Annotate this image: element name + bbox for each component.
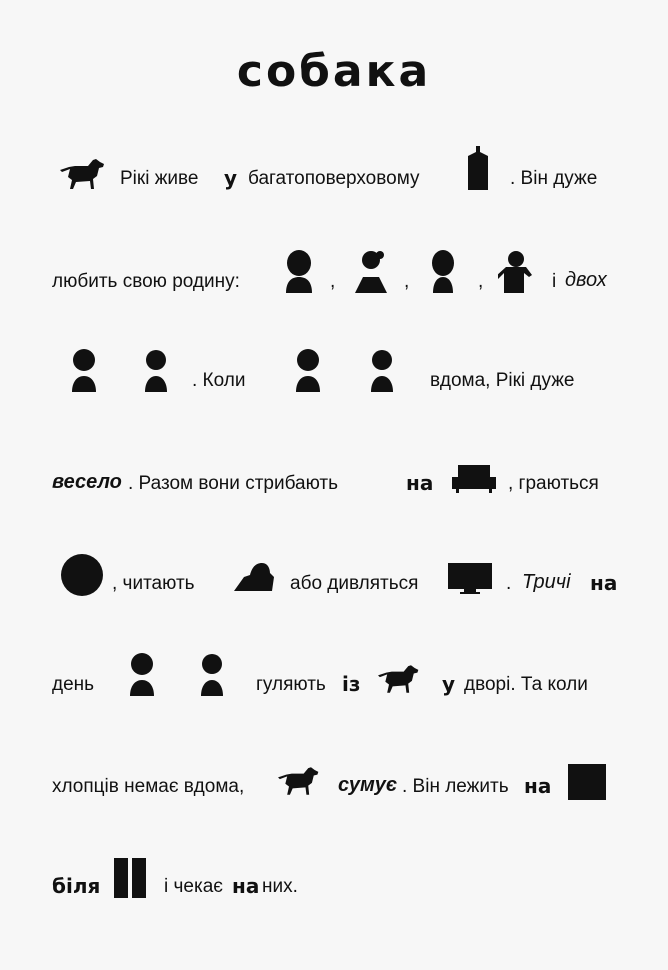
line2-comma-2: , xyxy=(404,271,410,292)
boy-icon xyxy=(142,348,170,392)
girl-icon xyxy=(352,249,390,293)
book-icon xyxy=(232,561,276,593)
line5-text-c: . xyxy=(506,573,512,594)
line1-text-b: у xyxy=(224,166,238,190)
line5-text-d: Тричі xyxy=(522,571,571,593)
line1-text-c: багатоповерховому xyxy=(248,168,420,189)
line4-text-d: , граються xyxy=(508,473,599,494)
text-line-7 xyxy=(52,758,618,818)
dog-icon xyxy=(378,664,422,694)
text-line-8 xyxy=(52,858,618,918)
text-line-6 xyxy=(52,656,618,716)
line7-text-d: на xyxy=(524,774,552,798)
grandmother-icon xyxy=(428,249,458,293)
line7-text-b: сумує xyxy=(338,774,398,796)
line8-text-c: на xyxy=(232,874,260,898)
line6-text-e: дворі. Та коли xyxy=(464,674,588,695)
line7-text-a: хлопців немає вдома, xyxy=(52,776,245,797)
boy-icon xyxy=(292,348,324,392)
line2-text-a: любить свою родину: xyxy=(52,271,240,292)
grandfather-icon xyxy=(498,249,534,293)
boy-icon xyxy=(68,348,100,392)
ball-icon xyxy=(60,553,104,597)
building-icon xyxy=(465,146,491,190)
line3-text-a: . Коли xyxy=(192,370,246,391)
page-title: собака xyxy=(236,46,432,97)
line6-text-c: із xyxy=(342,672,361,696)
line4-text-c: на xyxy=(406,471,434,495)
line5-text-a: , читають xyxy=(112,573,195,594)
line3-text-b: вдома, Рікі дуже xyxy=(430,370,575,391)
boy-icon xyxy=(126,652,158,696)
text-line-5 xyxy=(52,555,618,615)
dog-icon xyxy=(60,158,108,190)
line8-text-a: біля xyxy=(52,874,101,898)
line2-comma-1: , xyxy=(330,271,336,292)
mat-icon xyxy=(568,764,606,800)
line2-text-c: двох xyxy=(565,269,607,291)
text-line-3 xyxy=(52,352,618,412)
line1-text-a: Рікі живе xyxy=(120,168,199,189)
line8-text-b: і чекає xyxy=(164,876,223,897)
boy-icon xyxy=(198,652,226,696)
door-icon xyxy=(114,858,146,898)
line4-text-b: . Разом вони стрибають xyxy=(128,473,339,494)
text-line-1 xyxy=(52,150,618,210)
line1-text-d: . Він дуже xyxy=(510,168,598,189)
sofa-icon xyxy=(452,461,496,493)
line6-text-d: у xyxy=(442,672,456,696)
line2-comma-3: , xyxy=(478,271,484,292)
line7-text-c: . Він лежить xyxy=(402,776,509,797)
mother-icon xyxy=(282,249,316,293)
text-line-4 xyxy=(52,455,618,515)
line5-text-e: на xyxy=(590,571,618,595)
dog-icon xyxy=(278,766,322,796)
line6-text-b: гуляють xyxy=(256,674,326,695)
line4-text-a: весело xyxy=(52,471,122,493)
tv-icon xyxy=(448,563,492,595)
line5-text-b: або дивляться xyxy=(290,573,419,594)
line8-text-d: них. xyxy=(262,876,298,897)
text-line-2 xyxy=(52,253,618,313)
line6-text-a: день xyxy=(52,674,95,695)
boy-icon xyxy=(368,348,396,392)
line2-text-b: і xyxy=(552,271,557,292)
